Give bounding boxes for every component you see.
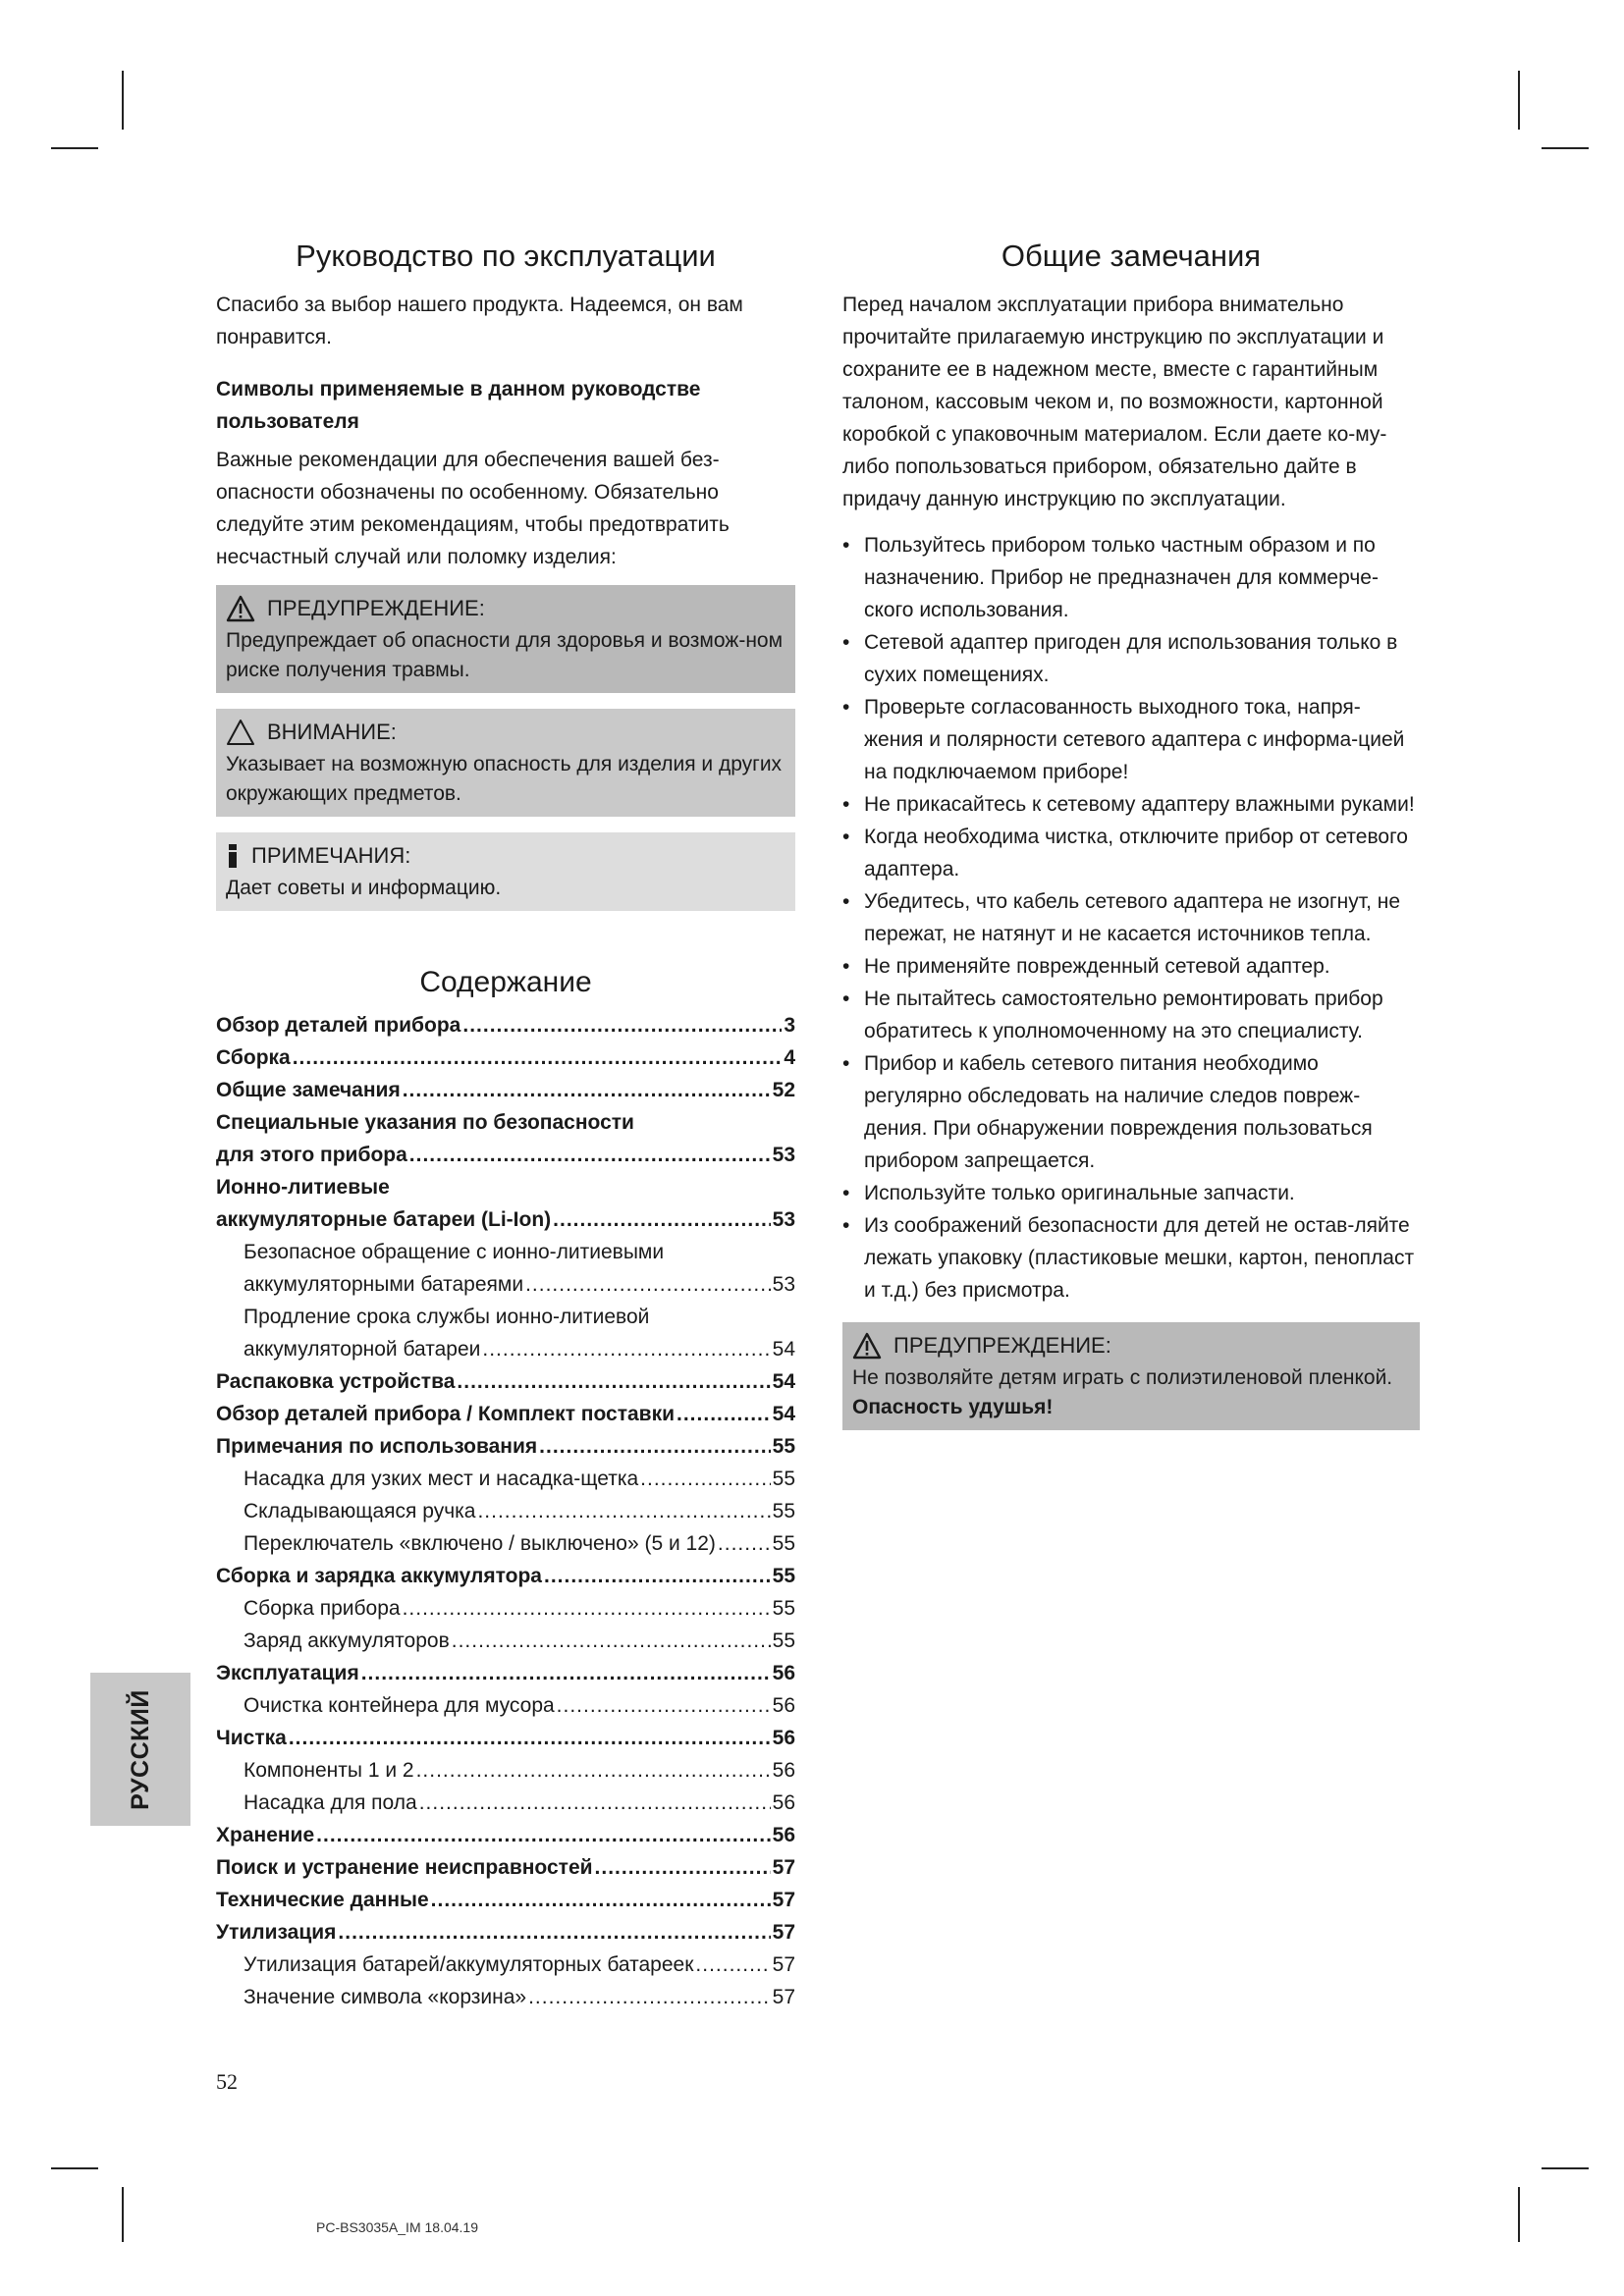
child-warning-text: Не позволяйте детям играть с полиэтиленовой пленкой. <box>852 1366 1393 1389</box>
general-notes-intro: Перед началом эксплуатации прибора внимательно прочитайте прилагаемую инструкцию по эксплуатации и сохраните ее в надежном месте, вместе с гарантийным талоном, кассовым чеком и, по возможности, картонной коробкой с упаковочным материалом. Если даете ко-му-либо попользоваться прибором, обязательно дайте в придачу данную инструкцию по эксплуатации. <box>842 294 1387 510</box>
toc-entry <box>216 1236 795 1268</box>
toc-entry <box>216 1365 795 1398</box>
child-warning-emphasis: Опасность удушья! <box>852 1396 1054 1418</box>
toc-entry <box>216 1463 795 1495</box>
toc-leader-dots <box>640 1463 770 1495</box>
bullet-marker: • <box>842 696 850 719</box>
toc-entry-page: 55 <box>772 1468 795 1490</box>
toc-entry-page: 55 <box>772 1532 795 1555</box>
toc-entry <box>216 1754 795 1787</box>
toc-entry-label: Технические данные <box>216 1889 429 1911</box>
crop-mark <box>51 147 98 149</box>
info-icon <box>226 842 240 870</box>
toc-entry-label: Насадка для узких мест и насадка-щетка <box>244 1468 639 1490</box>
toc-entry-page: 55 <box>772 1597 795 1620</box>
note-heading: ПРИМЕЧАНИЯ: <box>251 843 411 868</box>
toc-entry-page: 56 <box>772 1791 795 1814</box>
toc-leader-dots <box>338 1916 770 1949</box>
toc-leader-dots <box>695 1949 770 1981</box>
toc-entry-page: 57 <box>772 1986 795 2008</box>
intro-text: Спасибо за выбор нашего продукта. Надеемся, он вам понравится. <box>216 294 743 348</box>
crop-mark <box>1542 147 1589 149</box>
toc-entry-page: 57 <box>772 1921 795 1944</box>
toc-leader-dots <box>553 1203 770 1236</box>
page-number: 52 <box>216 2069 238 2094</box>
toc-entry-label: Утилизация батарей/аккумуляторных батареек <box>244 1953 694 1976</box>
toc-entry-page: 52 <box>772 1079 795 1101</box>
toc-entry-page: 56 <box>772 1662 795 1684</box>
toc-entry-label: Чистка <box>216 1727 287 1749</box>
warning-triangle-icon <box>226 595 255 622</box>
toc-leader-dots <box>316 1819 770 1851</box>
toc-entry-label: Безопасное обращение с ионно-литиевыми <box>244 1241 665 1263</box>
toc-leader-dots <box>419 1787 771 1819</box>
toc-leader-dots <box>361 1657 771 1689</box>
bullet-marker: • <box>842 1052 850 1075</box>
toc-leader-dots <box>289 1722 771 1754</box>
toc-entry <box>216 1301 795 1333</box>
bullet-text: Используйте только оригинальные запчасти. <box>864 1182 1295 1204</box>
toc-entry <box>216 1171 795 1203</box>
toc-entry <box>216 1592 795 1625</box>
toc-entry-page: 56 <box>772 1694 795 1717</box>
safety-bullet-item <box>842 983 1420 1047</box>
bullet-marker: • <box>842 1182 850 1204</box>
toc-entry <box>216 1916 795 1949</box>
toc-entry <box>216 1527 795 1560</box>
toc-entry <box>216 1689 795 1722</box>
bullet-text: Прибор и кабель сетевого питания необходимо регулярно обследовать на наличие следов повреж-дения. При обнаружении повреждения пользоваться прибором запрещается. <box>864 1052 1373 1172</box>
toc-entry <box>216 1333 795 1365</box>
toc-leader-dots <box>482 1333 770 1365</box>
bullet-text: Пользуйтесь прибором только частным образом и по назначению. Прибор не предназначен для коммерче-ского использования. <box>864 534 1379 621</box>
toc-entry-label: Ионно-литиевые <box>216 1176 390 1199</box>
toc-entry-label: Сборка и зарядка аккумулятора <box>216 1565 542 1587</box>
toc-entry-label: Заряд аккумуляторов <box>244 1629 450 1652</box>
warning-text: Предупреждает об опасности для здоровья и возмож-ном риске получения травмы. <box>226 629 784 681</box>
bullet-marker: • <box>842 631 850 654</box>
toc-leader-dots <box>477 1495 770 1527</box>
toc-entry <box>216 1495 795 1527</box>
toc-entry-page: 4 <box>784 1046 795 1069</box>
crop-mark <box>51 2167 98 2169</box>
bullet-marker: • <box>842 1214 850 1237</box>
toc-entry-label: Поиск и устранение неисправностей <box>216 1856 593 1879</box>
language-tab <box>90 1673 190 1826</box>
toc-entry-page: 55 <box>772 1629 795 1652</box>
bullet-text: Не прикасайтесь к сетевому адаптеру влажными руками! <box>864 793 1415 816</box>
toc-entry <box>216 1884 795 1916</box>
toc-title: Содержание <box>419 966 592 998</box>
crop-mark <box>1542 2167 1589 2169</box>
toc-entry <box>216 1430 795 1463</box>
safety-bullet-item <box>842 1047 1420 1177</box>
toc-entry-label: Переключатель «включено / выключено» (5 и 12) <box>244 1532 716 1555</box>
toc-entry-label: Распаковка устройства <box>216 1370 456 1393</box>
safety-bullet-item <box>842 626 1420 691</box>
toc-entry-page: 56 <box>772 1727 795 1749</box>
toc-entry-page: 56 <box>772 1759 795 1782</box>
crop-mark <box>1518 71 1520 130</box>
toc-entry-page: 55 <box>772 1435 795 1458</box>
toc-entry-page: 53 <box>772 1273 795 1296</box>
toc-entry-label: аккумуляторные батареи (Li-Ion) <box>216 1208 552 1231</box>
toc-entry-label: Обзор деталей прибора / Комплект поставки <box>216 1403 676 1425</box>
toc-leader-dots <box>462 1009 782 1041</box>
toc-entry-page: 57 <box>772 1889 795 1911</box>
safety-bullet-item <box>842 1177 1420 1209</box>
bullet-text: Сетевой адаптер пригоден для использования только в сухих помещениях. <box>864 631 1398 686</box>
bullet-marker: • <box>842 988 850 1010</box>
toc-entry-label: Продление срока службы ионно-литиевой <box>244 1306 650 1328</box>
toc-entry <box>216 1819 795 1851</box>
toc-entry-label: для этого прибора <box>216 1144 407 1166</box>
bullet-text: Не применяйте поврежденный сетевой адаптер. <box>864 955 1330 978</box>
toc-entry-label: Специальные указания по безопасности <box>216 1111 634 1134</box>
toc-leader-dots <box>452 1625 771 1657</box>
safety-bullet-list <box>842 529 1420 1307</box>
toc-leader-dots <box>528 1981 771 2013</box>
bullet-text: Проверьте согласованность выходного тока, напря-жения и полярности сетевого адаптера с информа-цией на подключаемом приборе! <box>864 696 1405 783</box>
toc-leader-dots <box>557 1689 771 1722</box>
toc-leader-dots <box>431 1884 771 1916</box>
caution-heading: ВНИМАНИЕ: <box>267 720 397 744</box>
warning-triangle-icon <box>852 1332 882 1360</box>
toc-entry-page: 53 <box>772 1144 795 1166</box>
toc-entry <box>216 1041 795 1074</box>
toc-entry-label: Насадка для пола <box>244 1791 417 1814</box>
toc-entry-page: 56 <box>772 1824 795 1846</box>
toc-entry-page: 3 <box>784 1014 795 1037</box>
safety-bullet-item <box>842 691 1420 788</box>
toc-entry <box>216 1787 795 1819</box>
symbols-heading: Символы применяемые в данном руководстве пользователя <box>216 378 701 433</box>
safety-bullet-item <box>842 788 1420 821</box>
language-tab-label: РУССКИЙ <box>126 1688 154 1810</box>
toc-entry-label: Примечания по использования <box>216 1435 538 1458</box>
toc-entry <box>216 1398 795 1430</box>
toc-leader-dots <box>595 1851 771 1884</box>
child-warning-box <box>842 1322 1420 1430</box>
toc-leader-dots <box>718 1527 771 1560</box>
bullet-marker: • <box>842 890 850 913</box>
toc-leader-dots <box>525 1268 771 1301</box>
footer-doc-id: PC-BS3035A_IM 18.04.19 <box>316 2219 478 2235</box>
toc-leader-dots <box>403 1074 771 1106</box>
safety-bullet-item <box>842 950 1420 983</box>
safety-bullet-item <box>842 1209 1420 1307</box>
left-column <box>216 238 795 2013</box>
symbols-text: Важные рекомендации для обеспечения вашей без-опасности обозначены по особенному. Обязательно следуйте этим рекомендациям, чтобы предотвратить несчастный случай или поломку изделия: <box>216 449 730 568</box>
toc-entry-label: Хранение <box>216 1824 315 1846</box>
crop-mark <box>122 71 124 130</box>
caution-triangle-icon <box>226 719 255 746</box>
warning-box <box>216 585 795 693</box>
crop-mark <box>122 2187 124 2242</box>
table-of-contents <box>216 1009 795 2013</box>
toc-leader-dots <box>544 1560 771 1592</box>
toc-entry-label: Общие замечания <box>216 1079 401 1101</box>
toc-entry-label: Компоненты 1 и 2 <box>244 1759 414 1782</box>
toc-entry-label: Значение символа «корзина» <box>244 1986 527 2008</box>
toc-entry-label: аккумуляторными батареями <box>244 1273 524 1296</box>
safety-bullet-item <box>842 885 1420 950</box>
toc-entry-label: аккумуляторной батареи <box>244 1338 481 1361</box>
bullet-marker: • <box>842 534 850 557</box>
toc-entry <box>216 1657 795 1689</box>
toc-entry-label: Складывающаяся ручка <box>244 1500 476 1522</box>
toc-entry <box>216 1106 795 1139</box>
manual-title: Руководство по эксплуатации <box>296 239 716 273</box>
toc-leader-dots <box>539 1430 770 1463</box>
bullet-marker: • <box>842 793 850 816</box>
bullet-marker: • <box>842 955 850 978</box>
toc-entry-label: Сборка прибора <box>244 1597 401 1620</box>
safety-bullet-item <box>842 529 1420 626</box>
toc-entry <box>216 1560 795 1592</box>
bullet-marker: • <box>842 826 850 848</box>
toc-entry-label: Обзор деталей прибора <box>216 1014 461 1037</box>
toc-leader-dots <box>677 1398 771 1430</box>
child-warning-text-block <box>852 1363 1410 1422</box>
toc-entry <box>216 1722 795 1754</box>
note-text: Дает советы и информацию. <box>226 877 502 899</box>
toc-entry <box>216 1981 795 2013</box>
toc-entry-page: 55 <box>772 1565 795 1587</box>
bullet-text: Из соображений безопасности для детей не остав-ляйте лежать упаковку (пластиковые мешки, картон, пенопласт и т.д.) без присмотра. <box>864 1214 1415 1302</box>
toc-leader-dots <box>457 1365 770 1398</box>
toc-entry <box>216 1268 795 1301</box>
toc-entry-label: Эксплуатация <box>216 1662 359 1684</box>
toc-entry-page: 57 <box>772 1856 795 1879</box>
toc-entry-page: 54 <box>772 1370 795 1393</box>
bullet-text: Не пытайтесь самостоятельно ремонтировать прибор обратитесь к уполномоченному на это специалисту. <box>864 988 1383 1042</box>
caution-box <box>216 709 795 817</box>
toc-entry-page: 54 <box>772 1338 795 1361</box>
general-notes-title: Общие замечания <box>1001 239 1262 273</box>
child-warning-heading: ПРЕДУПРЕЖДЕНИЕ: <box>893 1333 1111 1358</box>
toc-entry-page: 55 <box>772 1500 795 1522</box>
right-column <box>842 238 1420 1430</box>
toc-entry-label: Очистка контейнера для мусора <box>244 1694 555 1717</box>
toc-entry-label: Утилизация <box>216 1921 337 1944</box>
caution-text: Указывает на возможную опасность для изделия и других окружающих предметов. <box>226 753 783 805</box>
safety-bullet-item <box>842 821 1420 885</box>
crop-mark <box>1518 2187 1520 2242</box>
toc-leader-dots <box>416 1754 771 1787</box>
toc-entry-page: 57 <box>772 1953 795 1976</box>
toc-entry <box>216 1074 795 1106</box>
toc-entry <box>216 1851 795 1884</box>
toc-leader-dots <box>403 1592 771 1625</box>
toc-leader-dots <box>293 1041 783 1074</box>
bullet-text: Когда необходима чистка, отключите прибор от сетевого адаптера. <box>864 826 1408 881</box>
toc-entry-page: 53 <box>772 1208 795 1231</box>
toc-leader-dots <box>409 1139 771 1171</box>
toc-entry <box>216 1139 795 1171</box>
toc-entry <box>216 1009 795 1041</box>
note-box <box>216 832 795 911</box>
toc-entry <box>216 1949 795 1981</box>
toc-entry <box>216 1625 795 1657</box>
toc-entry <box>216 1203 795 1236</box>
bullet-text: Убедитесь, что кабель сетевого адаптера не изогнут, не пережат, не натянут и не касается источников тепла. <box>864 890 1401 945</box>
toc-entry-page: 54 <box>772 1403 795 1425</box>
warning-heading: ПРЕДУПРЕЖДЕНИЕ: <box>267 596 485 620</box>
toc-entry-label: Сборка <box>216 1046 291 1069</box>
